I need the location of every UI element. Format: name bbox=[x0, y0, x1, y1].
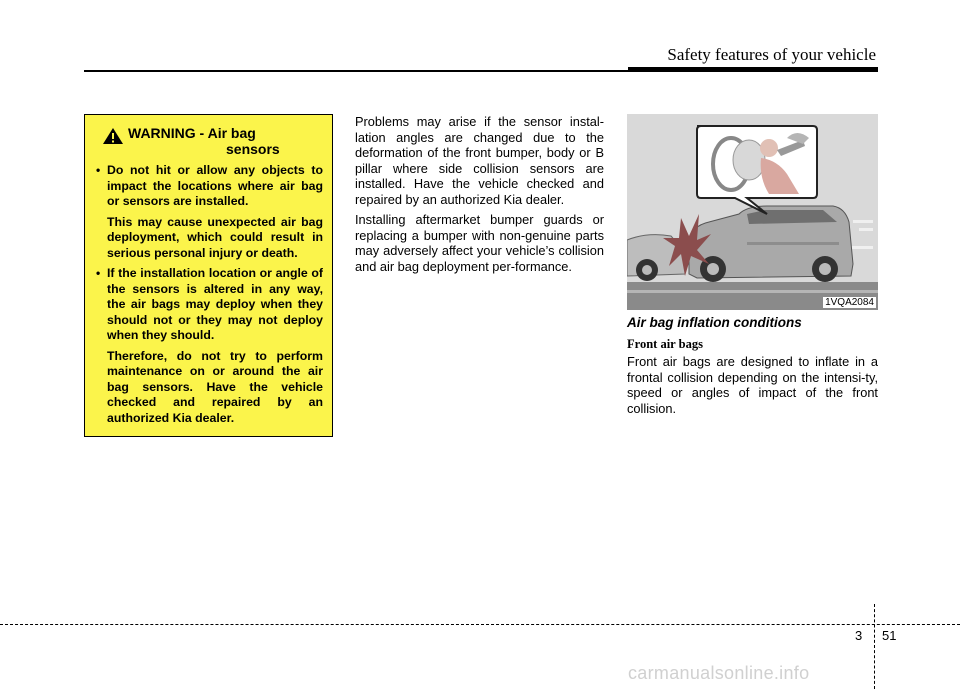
warning-bullet-text: • If the installation location or angle of the sensors is altered in any way, the air bags may deploy when they should not or they may not deploy when they should. bbox=[107, 266, 323, 342]
section-heading: Air bag inflation conditions bbox=[627, 315, 802, 330]
warning-triangle-icon bbox=[102, 127, 124, 145]
warning-bullet bbox=[96, 266, 323, 426]
warning-header bbox=[96, 125, 323, 157]
collision-illustration-drawing bbox=[627, 114, 878, 310]
footer-rule bbox=[0, 624, 960, 625]
page-header-title: Safety features of your vehicle bbox=[667, 45, 876, 64]
body-paragraph: Problems may arise if the sensor instal-lation angles are changed due to the deformation of the front bumper, body or B pillar where side collision sensors are installed. Have the vehicle checked and repaired by an authorized Kia dealer. bbox=[355, 114, 604, 207]
collision-illustration bbox=[627, 114, 878, 310]
watermark: carmanualsonline.info bbox=[628, 663, 810, 683]
warning-bullet-followup: Therefore, do not try to perform maintenance on or around the air bag sensors. Have the vehicle checked and repaired by an authorized Kia dealer. bbox=[107, 348, 323, 425]
warning-title bbox=[128, 125, 280, 157]
middle-column bbox=[355, 114, 604, 279]
warning-title-main: WARNING - Air bag bbox=[128, 125, 256, 141]
warning-bullet-followup: This may cause unexpected air bag deployment, which could result in serious personal injury or death. bbox=[107, 214, 323, 260]
right-column bbox=[627, 315, 878, 416]
warning-list bbox=[96, 163, 323, 426]
warning-box bbox=[84, 114, 333, 437]
figure-code: 1VQA2084 bbox=[825, 297, 874, 308]
body-paragraph: Front air bags are designed to inflate in a frontal collision depending on the intensi-ty, speed or angles of impact of the front collision. bbox=[627, 354, 878, 416]
footer-divider bbox=[874, 604, 875, 689]
warning-title-sub: sensors bbox=[226, 141, 280, 157]
header-rule bbox=[84, 70, 878, 72]
subheading: Front air bags bbox=[627, 336, 703, 351]
page-number: 51 bbox=[882, 628, 897, 643]
body-paragraph: Installing aftermarket bumper guards or replacing a bumper with non-genuine parts may adversely affect your vehicle’s collision and air bag deployment per-formance. bbox=[355, 212, 604, 274]
warning-bullet bbox=[96, 163, 323, 261]
chapter-number: 3 bbox=[855, 628, 863, 643]
warning-bullet-text: • Do not hit or allow any objects to impact the locations where air bag or sensors are installed. bbox=[107, 163, 323, 208]
